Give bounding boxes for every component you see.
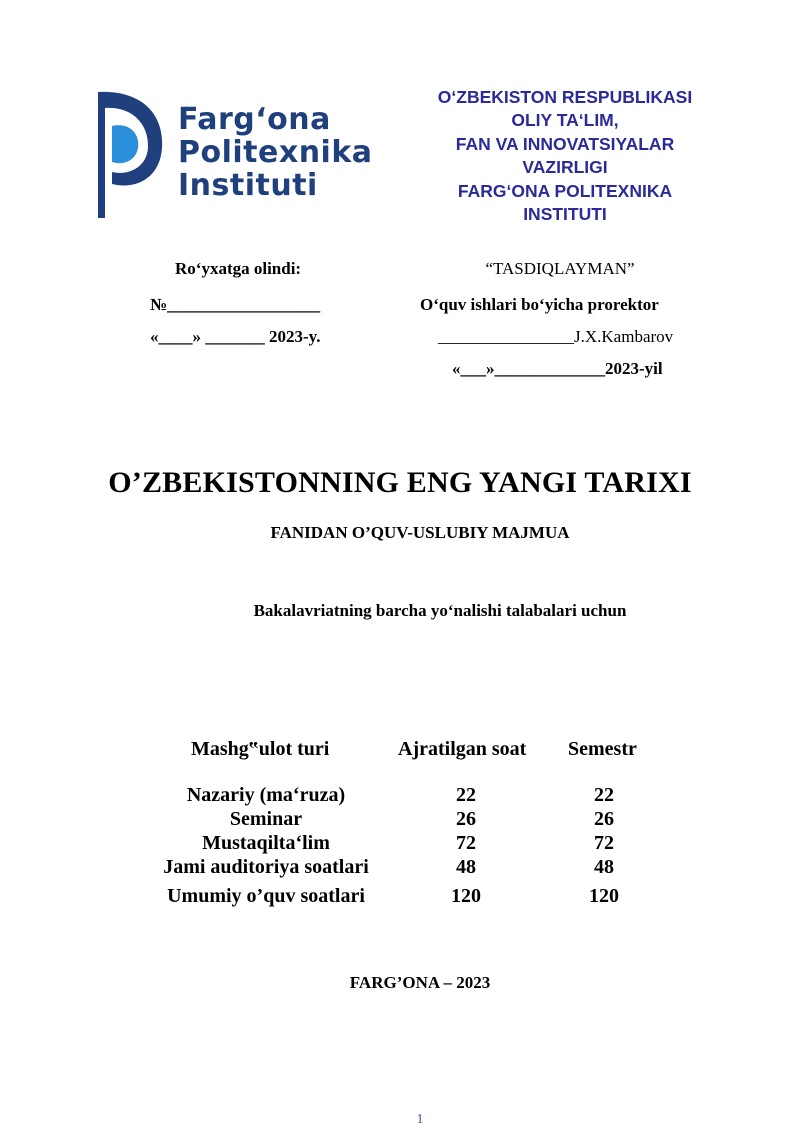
logo-mark-icon: [90, 86, 170, 222]
city-year: FARG’ONA – 2023: [349, 973, 491, 992]
logo-line: Farg‘ona: [178, 102, 331, 137]
table-header-semester: Semestr: [568, 738, 637, 760]
ministry-line: FAN VA INNOVATSIYALAR: [455, 133, 675, 154]
approval-position: O‘quv ishlari bo‘yicha prorektor: [420, 295, 659, 314]
ministry-header: [405, 86, 725, 226]
table-cell-hours: 48: [456, 856, 476, 878]
document-title: O’ZBEKISTONNING ENG YANGI TARIXI: [108, 466, 692, 499]
table-cell-semester: 72: [594, 832, 614, 854]
table-cell-hours: 22: [456, 784, 476, 806]
registration-date-line: «____» _______ 2023-y.: [150, 327, 321, 346]
table-cell-type: Seminar: [229, 808, 303, 830]
document-subtitle: FANIDAN O’QUV-USLUBIY MAJMUA: [270, 523, 570, 542]
ministry-line: FARG‘ONA POLITEXNIKA: [457, 180, 673, 201]
ministry-line: O‘ZBEKISTON RESPUBLIKASI: [437, 87, 693, 107]
table-cell-hours: 72: [456, 832, 476, 854]
page-number: 1: [416, 1112, 424, 1127]
logo-line: Instituti: [178, 168, 318, 203]
approval-date-line: «___»_____________2023-yil: [452, 359, 663, 378]
table-cell-type: Nazariy (ma‘ruza): [186, 784, 346, 806]
table-cell-semester: 120: [589, 885, 619, 907]
ministry-line: OLIY TA‘LIM,: [511, 110, 619, 131]
table-cell-semester: 26: [594, 808, 614, 830]
logo-text: [178, 103, 373, 202]
table-header-type: Mashg‟ulot turi: [191, 738, 330, 760]
table-cell-hours: 120: [451, 885, 481, 907]
institute-logo: [90, 86, 380, 222]
table-cell-type: Umumiy o’quv soatlari: [167, 885, 365, 907]
table-cell-hours: 26: [456, 808, 476, 830]
table-cell-type: Jami auditoriya soatlari: [163, 856, 369, 878]
audience-line: Bakalavriatning barcha yo‘nalishi talabalari uchun: [253, 601, 627, 620]
table-cell-semester: 22: [594, 784, 614, 806]
approval-signature-line: ________________J.X.Kambarov: [438, 327, 674, 346]
table-header-hours: Ajratilgan soat: [398, 738, 527, 760]
ministry-line: INSTITUTI: [523, 204, 607, 225]
registration-number-line: №__________________: [150, 295, 321, 314]
table-cell-semester: 48: [594, 856, 614, 878]
ministry-line: VAZIRLIGI: [522, 157, 608, 178]
logo-line: Politexnika: [178, 135, 373, 170]
approval-heading: “TASDIQLAYMAN”: [485, 259, 635, 278]
registration-heading: Ro‘yxatga olindi:: [175, 259, 302, 278]
table-cell-type: Mustaqilta‘lim: [202, 832, 330, 854]
